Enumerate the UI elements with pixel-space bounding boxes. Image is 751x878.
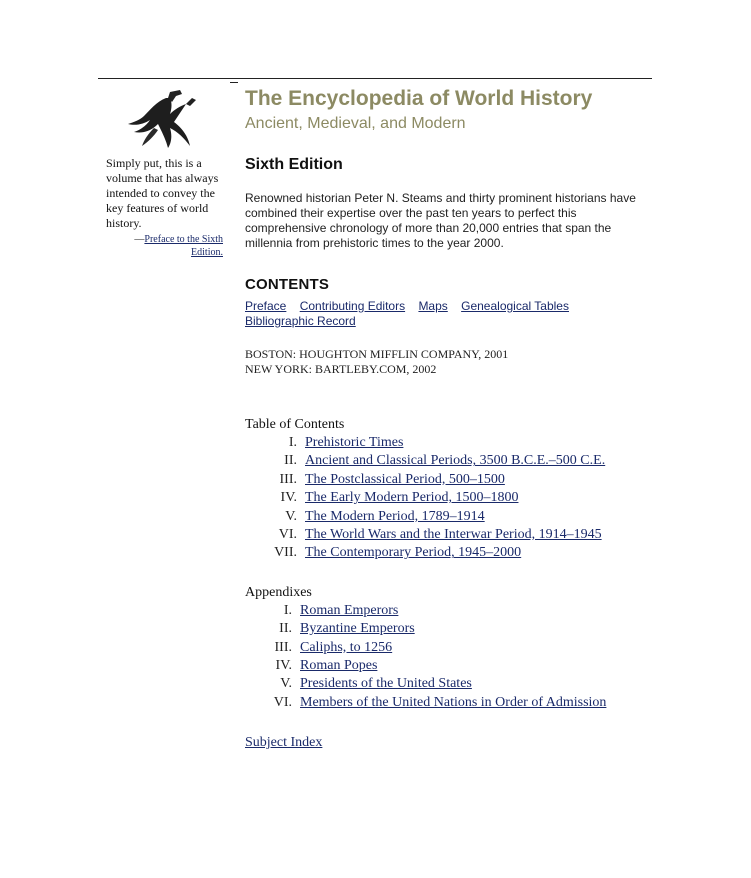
bibliographic-record-link[interactable]: Bibliographic Record	[245, 314, 356, 328]
contents-links	[245, 299, 645, 329]
edition-heading: Sixth Edition	[245, 156, 343, 173]
toc-number: II.	[284, 453, 297, 469]
appendix-link[interactable]: Roman Popes	[300, 658, 378, 674]
appendix-number: VI.	[273, 694, 292, 710]
toc-link[interactable]: The World Wars and the Interwar Period, 1914–1945	[305, 527, 602, 543]
publication-info	[245, 347, 655, 377]
toc-link[interactable]: The Contemporary Period, 1945–2000	[305, 545, 522, 561]
subject-index-link[interactable]: Subject Index	[245, 735, 323, 751]
contents-heading: CONTENTS	[245, 276, 330, 293]
appendix-link[interactable]: Caliphs, to 1256	[300, 639, 393, 655]
appendix-item	[245, 657, 655, 675]
appendix-item	[245, 602, 655, 620]
publication-line: BOSTON: HOUGHTON MIFFLIN COMPANY, 2001	[245, 347, 509, 361]
top-rule	[98, 78, 652, 79]
genealogical-tables-link[interactable]: Genealogical Tables	[461, 299, 569, 313]
toc-link[interactable]: Prehistoric Times	[305, 435, 404, 450]
toc-item	[245, 434, 655, 452]
appendix-link[interactable]: Roman Emperors	[300, 602, 399, 618]
toc-item	[245, 489, 655, 507]
appendix-number: I.	[283, 602, 292, 618]
toc-list	[245, 434, 655, 563]
appendix-link[interactable]: Members of the United Nations in Order of Admission	[300, 694, 607, 710]
appendixes-heading: Appendixes	[245, 584, 312, 600]
bartleby-logo-icon	[126, 88, 198, 154]
toc-number: I.	[288, 435, 297, 450]
rule-tick	[230, 82, 238, 83]
toc-item	[245, 471, 655, 489]
appendix-number: II.	[279, 621, 292, 637]
toc-item	[245, 508, 655, 526]
main-content	[245, 86, 655, 752]
toc-link[interactable]: The Early Modern Period, 1500–1800	[305, 490, 519, 506]
contributing-editors-link[interactable]: Contributing Editors	[299, 299, 406, 313]
appendix-item	[245, 694, 655, 712]
book-description: Renowned historian Peter N. Steams and thirty prominent historians have combined their expertise over the past ten years to perfect this comprehensive chronology of more than 20,000 entries that span the millennia from prehistoric times to the year 2000.	[245, 191, 636, 250]
appendix-link[interactable]: Presidents of the United States	[300, 676, 472, 692]
appendix-number: V.	[280, 676, 292, 692]
appendix-number: IV.	[275, 658, 292, 674]
subject-index	[245, 734, 655, 752]
appendix-item	[245, 639, 655, 657]
appendix-link[interactable]: Byzantine Emperors	[300, 621, 415, 637]
toc-item	[245, 544, 655, 562]
appendix-item	[245, 620, 655, 638]
toc-link[interactable]: The Postclassical Period, 500–1500	[305, 471, 505, 487]
appendix-item	[245, 675, 655, 693]
preface-sixth-edition-link[interactable]: Preface to the Sixth Edition.	[144, 234, 223, 258]
toc-number: VI.	[278, 527, 297, 543]
toc-number: V.	[285, 508, 297, 524]
appendixes-list	[245, 602, 655, 712]
page-title: The Encyclopedia of World History	[245, 87, 593, 110]
appendix-number: III.	[274, 639, 292, 655]
toc-link[interactable]: Ancient and Classical Periods, 3500 B.C.E.–500 C.E.	[305, 453, 606, 469]
toc-number: III.	[279, 471, 297, 487]
page-subtitle: Ancient, Medieval, and Modern	[245, 115, 466, 132]
preface-link[interactable]: Preface	[245, 299, 287, 313]
toc-number: IV.	[280, 490, 297, 506]
toc-item	[245, 452, 655, 470]
toc-heading: Table of Contents	[245, 417, 345, 432]
quote-attribution	[106, 233, 223, 259]
maps-link[interactable]: Maps	[418, 299, 448, 313]
toc-item	[245, 526, 655, 544]
attribution-dash: —	[134, 234, 145, 245]
sidebar-quote: Simply put, this is a volume that has always intended to convey the key features of world history.	[106, 156, 219, 230]
publication-line: NEW YORK: BARTLEBY.COM, 2002	[245, 362, 437, 376]
toc-link[interactable]: The Modern Period, 1789–1914	[305, 508, 485, 524]
toc-number: VII.	[274, 545, 297, 561]
